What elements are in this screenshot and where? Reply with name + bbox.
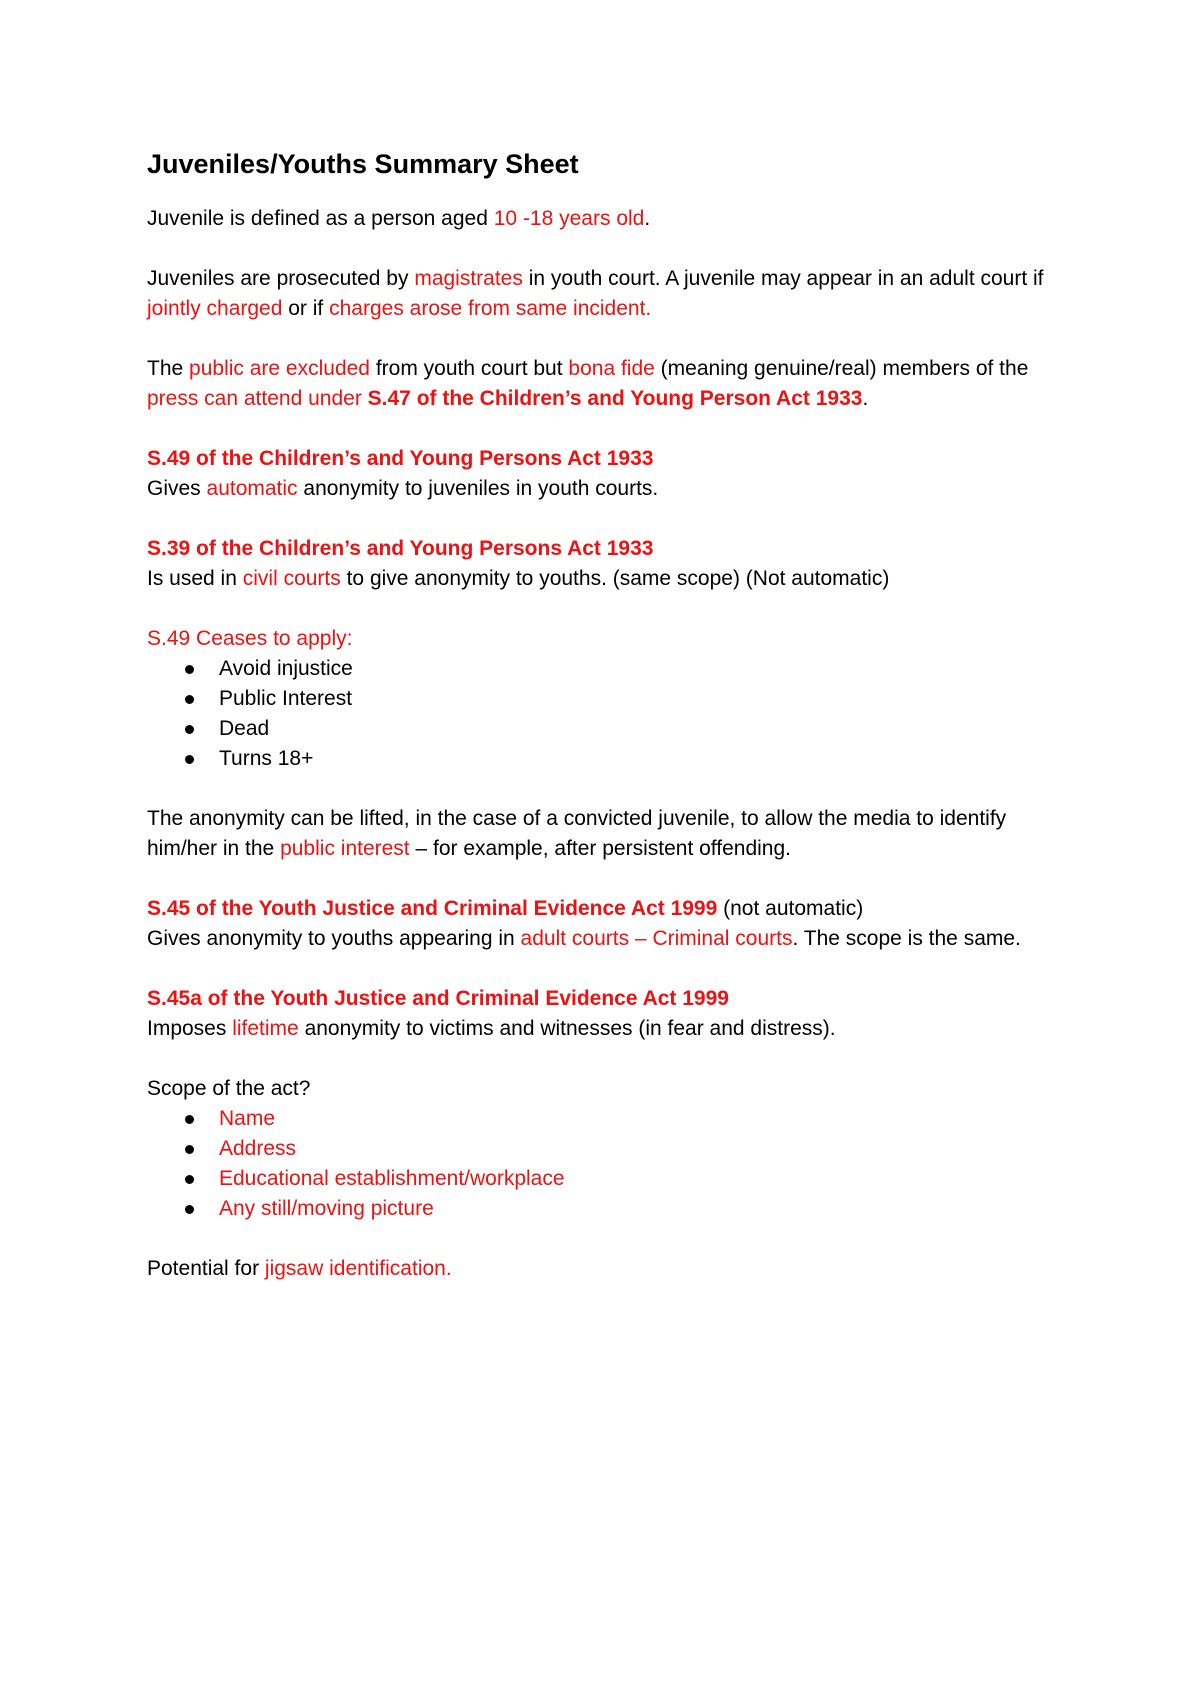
highlight-bona-fide: bona fide <box>568 357 655 380</box>
highlight-lifetime: lifetime <box>232 1017 299 1040</box>
list-item-text: Educational establishment/workplace <box>219 1167 565 1190</box>
list-item-text: Turns 18+ <box>219 747 314 770</box>
list-item-text: Public Interest <box>219 687 353 710</box>
highlight-press-attend: press can attend under <box>147 387 368 410</box>
text-run: anonymity to victims and witnesses (in fear and distress). <box>298 1017 836 1040</box>
ceases-list <box>147 654 1077 774</box>
highlight-age-range: 10 -18 years old <box>493 207 645 230</box>
bullet-icon <box>185 725 194 734</box>
bullet-icon <box>185 1175 194 1184</box>
text-run: to give anonymity to youths. (same scope) (Not automatic) <box>340 567 890 590</box>
bullet-icon <box>185 1145 194 1154</box>
text-run: . The scope is the same. <box>792 927 1021 950</box>
list-item <box>147 1194 1077 1224</box>
highlight-public-interest: public interest <box>280 837 410 860</box>
list-item <box>147 744 1077 774</box>
paragraph-juvenile-definition <box>147 204 1077 234</box>
highlight-civil-courts: civil courts <box>242 567 341 590</box>
text-run: Gives <box>147 477 207 500</box>
highlight-automatic: automatic <box>206 477 298 500</box>
paragraph-jigsaw <box>147 1254 1077 1284</box>
list-item-text: Avoid injustice <box>219 657 353 680</box>
bullet-icon <box>185 1115 194 1124</box>
section-heading-s39: S.39 of the Children’s and Young Persons Act 1933 <box>147 537 654 560</box>
bullet-icon <box>185 695 194 704</box>
list-item-text: Address <box>219 1137 297 1160</box>
text-run: Imposes <box>147 1017 233 1040</box>
section-s39 <box>147 534 1077 594</box>
bullet-icon <box>185 665 194 674</box>
text-run: Potential for <box>147 1257 265 1280</box>
highlight-jointly-charged: jointly charged <box>147 297 283 320</box>
paragraph-prosecution <box>147 264 1077 324</box>
scope-list <box>147 1104 1077 1224</box>
text-run: (meaning genuine/real) members of the <box>654 357 1029 380</box>
section-heading-s49: S.49 of the Children’s and Young Persons Act 1933 <box>147 447 654 470</box>
section-heading-ceases: S.49 Ceases to apply: <box>147 627 353 650</box>
list-item <box>147 1134 1077 1164</box>
text-run: Is used in <box>147 567 243 590</box>
section-s45a <box>147 984 1077 1044</box>
highlight-public-excluded: public are excluded <box>189 357 370 380</box>
highlight-adult-courts: adult courts – Criminal courts <box>520 927 793 950</box>
document-page <box>147 146 1077 1314</box>
list-item <box>147 1164 1077 1194</box>
text-run: Juvenile is defined as a person aged <box>147 207 494 230</box>
text-run: Gives anonymity to youths appearing in <box>147 927 521 950</box>
section-heading-s45: S.45 of the Youth Justice and Criminal Evidence Act 1999 <box>147 897 718 920</box>
text-run: . <box>644 207 651 230</box>
list-item-text: Dead <box>219 717 270 740</box>
highlight-magistrates: magistrates <box>414 267 523 290</box>
list-item <box>147 654 1077 684</box>
text-run: anonymity to juveniles in youth courts. <box>297 477 659 500</box>
list-item-text: Any still/moving picture <box>219 1197 434 1220</box>
section-s45 <box>147 894 1077 954</box>
bullet-icon <box>185 755 194 764</box>
text-run: The <box>147 357 190 380</box>
section-heading-s45a: S.45a of the Youth Justice and Criminal Evidence Act 1999 <box>147 987 729 1010</box>
text-run: from youth court but <box>369 357 569 380</box>
text-run: Juveniles are prosecuted by <box>147 267 415 290</box>
page-title: Juveniles/Youths Summary Sheet <box>147 149 579 179</box>
s45-note: (not automatic) <box>717 897 864 920</box>
list-item <box>147 1104 1077 1134</box>
highlight-s47: S.47 of the Children’s and Young Person Act 1933 <box>367 387 863 410</box>
paragraph-anonymity-lifted <box>147 804 1077 864</box>
highlight-jigsaw: jigsaw identification. <box>264 1257 452 1280</box>
list-item <box>147 684 1077 714</box>
section-s49 <box>147 444 1077 504</box>
bullet-icon <box>185 1205 194 1214</box>
text-run: in youth court. A juvenile may appear in an adult court if <box>522 267 1044 290</box>
text-run: The anonymity can be lifted, in the case of a convicted juvenile, to allow the media to identify him/her in the <box>147 807 1007 860</box>
text-run: . <box>862 387 869 410</box>
text-run: – for example, after persistent offending. <box>409 837 791 860</box>
highlight-same-incident: charges arose from same incident. <box>329 297 652 320</box>
paragraph-public-press <box>147 354 1077 414</box>
list-item-text: Name <box>219 1107 276 1130</box>
text-run: or if <box>282 297 330 320</box>
list-item <box>147 714 1077 744</box>
section-heading-scope: Scope of the act? <box>147 1077 311 1100</box>
